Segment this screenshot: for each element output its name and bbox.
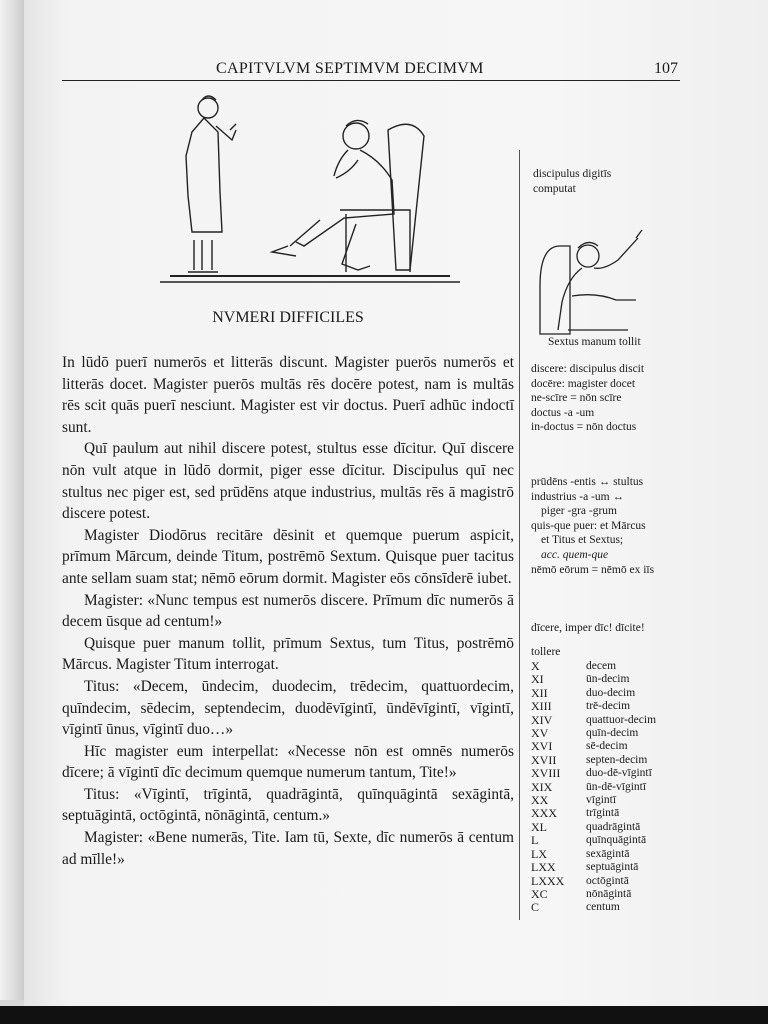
paragraph: Titus: «Decem, ūndecim, duodecim, trēdecim, quattuordecim, quīndecim, sēdecim, septendecim, duodēvīgintī, ūndēvīgintī, vīgintī, vīgintī ūnus, vīgintī duo…» [62, 677, 514, 739]
section-title: NVMERI DIFFICILES [212, 309, 364, 326]
numeral-row [531, 714, 681, 727]
paragraph: Hīc magister eum interpellat: «Necesse nōn est omnēs numerōs dīcere; ā vīgintī dīc decimum quemque numerum tantum, Tite!» [62, 742, 514, 782]
paragraph: In lūdō puerī numerōs et litterās discunt. Magister puerōs numerōs et litterās docet. Magister puerōs multās rēs docēre potest, nam is multās rēs scit quās puerī nesciunt. Magister est vir doctus. Puerī adhūc indoctī sunt. [62, 354, 514, 436]
latin-numeral-word: decem [586, 660, 617, 672]
roman-numeral: C [531, 900, 540, 915]
margin-notes-vocab [531, 362, 681, 435]
latin-numeral-word: trē-decim [586, 700, 631, 713]
numeral-row [531, 875, 681, 888]
margin-note: nēmō eōrum = nēmō ex iīs [531, 563, 655, 576]
latin-numeral-word: vīgintī [586, 794, 617, 807]
latin-numeral-word: duo-decim [586, 686, 636, 699]
margin-note: ne-scīre = nōn scīre [531, 392, 622, 405]
numeral-row [531, 754, 681, 767]
paragraph: Quī paulum aut nihil discere potest, stultus esse dīcitur. Quī discere nōn vult atque in lūdō dormit, piger esse dīcitur. Discipulus quī nec stultus nec piger est, sed prūdēns atque industrius, multās rēs ā magistrō discere potest. [62, 440, 514, 523]
numeral-row [531, 807, 681, 820]
latin-numeral-word: septen-decim [586, 753, 648, 766]
margin-note-tollere: tollere [531, 646, 561, 658]
roman-numeral: XIII [531, 699, 552, 714]
numeral-row [531, 660, 681, 673]
margin-note: et Titus et Sextus; [541, 534, 624, 547]
latin-numeral-word: ūn-dē-vīgintī [586, 780, 647, 793]
margin-note: industrius -a -um ↔ [531, 490, 624, 503]
numeral-row [531, 740, 681, 753]
numeral-row [531, 848, 681, 861]
numeral-row [531, 861, 681, 874]
paragraph: Titus: «Vīgintī, trīgintā, quadrāgintā, quīnquāgintā sexāgintā, septuāgintā, octōgintā, nōnāgintā, centum.» [62, 785, 514, 825]
numeral-row [531, 888, 681, 901]
sextus-raising-hand-illustration [536, 226, 676, 336]
roman-numeral: XV [531, 726, 549, 741]
latin-numeral-word: quattuor-decim [586, 713, 657, 726]
numeral-row [531, 700, 681, 713]
roman-numeral: XXX [531, 806, 557, 821]
numerals-table [531, 660, 681, 915]
latin-numeral-word: trīgintā [586, 807, 620, 820]
roman-numeral: XVII [531, 752, 557, 767]
roman-numeral: LXX [531, 860, 556, 875]
numeral-row [531, 781, 681, 794]
margin-note-dicere: dīcere, imper dīc! dīcite! [531, 622, 645, 634]
latin-numeral-word: nōnāgintā [586, 887, 632, 900]
latin-numeral-word: septuāgintā [586, 861, 639, 874]
numeral-row [531, 673, 681, 686]
roman-numeral: XI [531, 672, 544, 687]
numeral-row [531, 767, 681, 780]
latin-numeral-word: centum [586, 901, 620, 914]
roman-numeral: X [531, 659, 540, 673]
roman-numeral: LX [531, 846, 547, 861]
margin-note: discere: discipulus discit [531, 363, 645, 375]
roman-numeral: LXXX [531, 873, 565, 888]
latin-numeral-word: sexāgintā [586, 847, 630, 860]
roman-numeral: XX [531, 793, 549, 808]
paragraph: Magister: «Bene numerās, Tite. Iam tū, Sexte, dīc numerōs ā centum ad mīlle!» [62, 829, 514, 868]
paragraph: Quisque puer manum tollit, prīmum Sextus, tum Titus, postrēmō Mārcus. Magister Titum interrogat. [62, 634, 514, 674]
numeral-row [531, 794, 681, 807]
paragraph: Magister Diodōrus recitāre dēsinit et quemque puerum aspicit, prīmum Mārcum, deinde Titum, postrēmō Sextum. Quisque puer tacitus ante sellam suam stat; nēmō eōrum dormit. Magister eōs cōnsīderē iubet. [62, 526, 514, 587]
margin-note: in-doctus = nōn doctus [531, 421, 637, 434]
margin-note: quis-que puer: et Mārcus [531, 519, 646, 532]
margin-notes-adjectives [531, 475, 681, 577]
latin-numeral-word: octōgintā [586, 874, 629, 887]
teacher-and-pupil-illustration [160, 90, 460, 290]
numeral-row [531, 901, 681, 914]
column-divider [519, 150, 520, 920]
roman-numeral: XIV [531, 712, 553, 727]
numeral-row [531, 687, 681, 700]
latin-numeral-word: sē-decim [586, 740, 628, 753]
margin-note: piger -gra -grum [541, 505, 617, 518]
page-number: 107 [654, 60, 678, 77]
roman-numeral: XIX [531, 779, 553, 794]
numeral-row [531, 727, 681, 740]
margin-note: doctus -a -um [531, 406, 595, 419]
margin-caption-sextus: Sextus manum tollit [548, 336, 641, 348]
roman-numeral: L [531, 833, 539, 848]
latin-numeral-word: duo-dē-vīgintī [586, 767, 652, 780]
roman-numeral: XVIII [531, 766, 561, 781]
latin-numeral-word: quīn-decim [586, 727, 639, 740]
roman-numeral: XC [531, 886, 548, 901]
margin-caption-counting: discipulus digitīs computat [533, 168, 612, 195]
roman-numeral: XVI [531, 739, 553, 754]
margin-note: prūdēns -entis ↔ stultus [531, 476, 644, 488]
scan-bottom-edge [0, 1006, 768, 1024]
paragraph: Magister: «Nunc tempus est numerōs discere. Prīmum dīc numerōs ā decem ūsque ad centum!» [62, 591, 514, 631]
numeral-row [531, 834, 681, 847]
latin-numeral-word: quadrāgintā [586, 820, 641, 833]
latin-numeral-word: quīnquāgintā [586, 834, 647, 847]
main-text [62, 352, 514, 870]
margin-note: docēre: magister docet [531, 377, 636, 390]
roman-numeral: XL [531, 819, 547, 834]
chapter-title: CAPITVLVM SEPTIMVM DECIMVM [216, 60, 484, 77]
numeral-row [531, 821, 681, 834]
roman-numeral: XII [531, 685, 548, 700]
running-head [62, 60, 680, 81]
latin-numeral-word: ūn-decim [586, 673, 630, 686]
margin-note: acc. quem-que [541, 548, 609, 561]
